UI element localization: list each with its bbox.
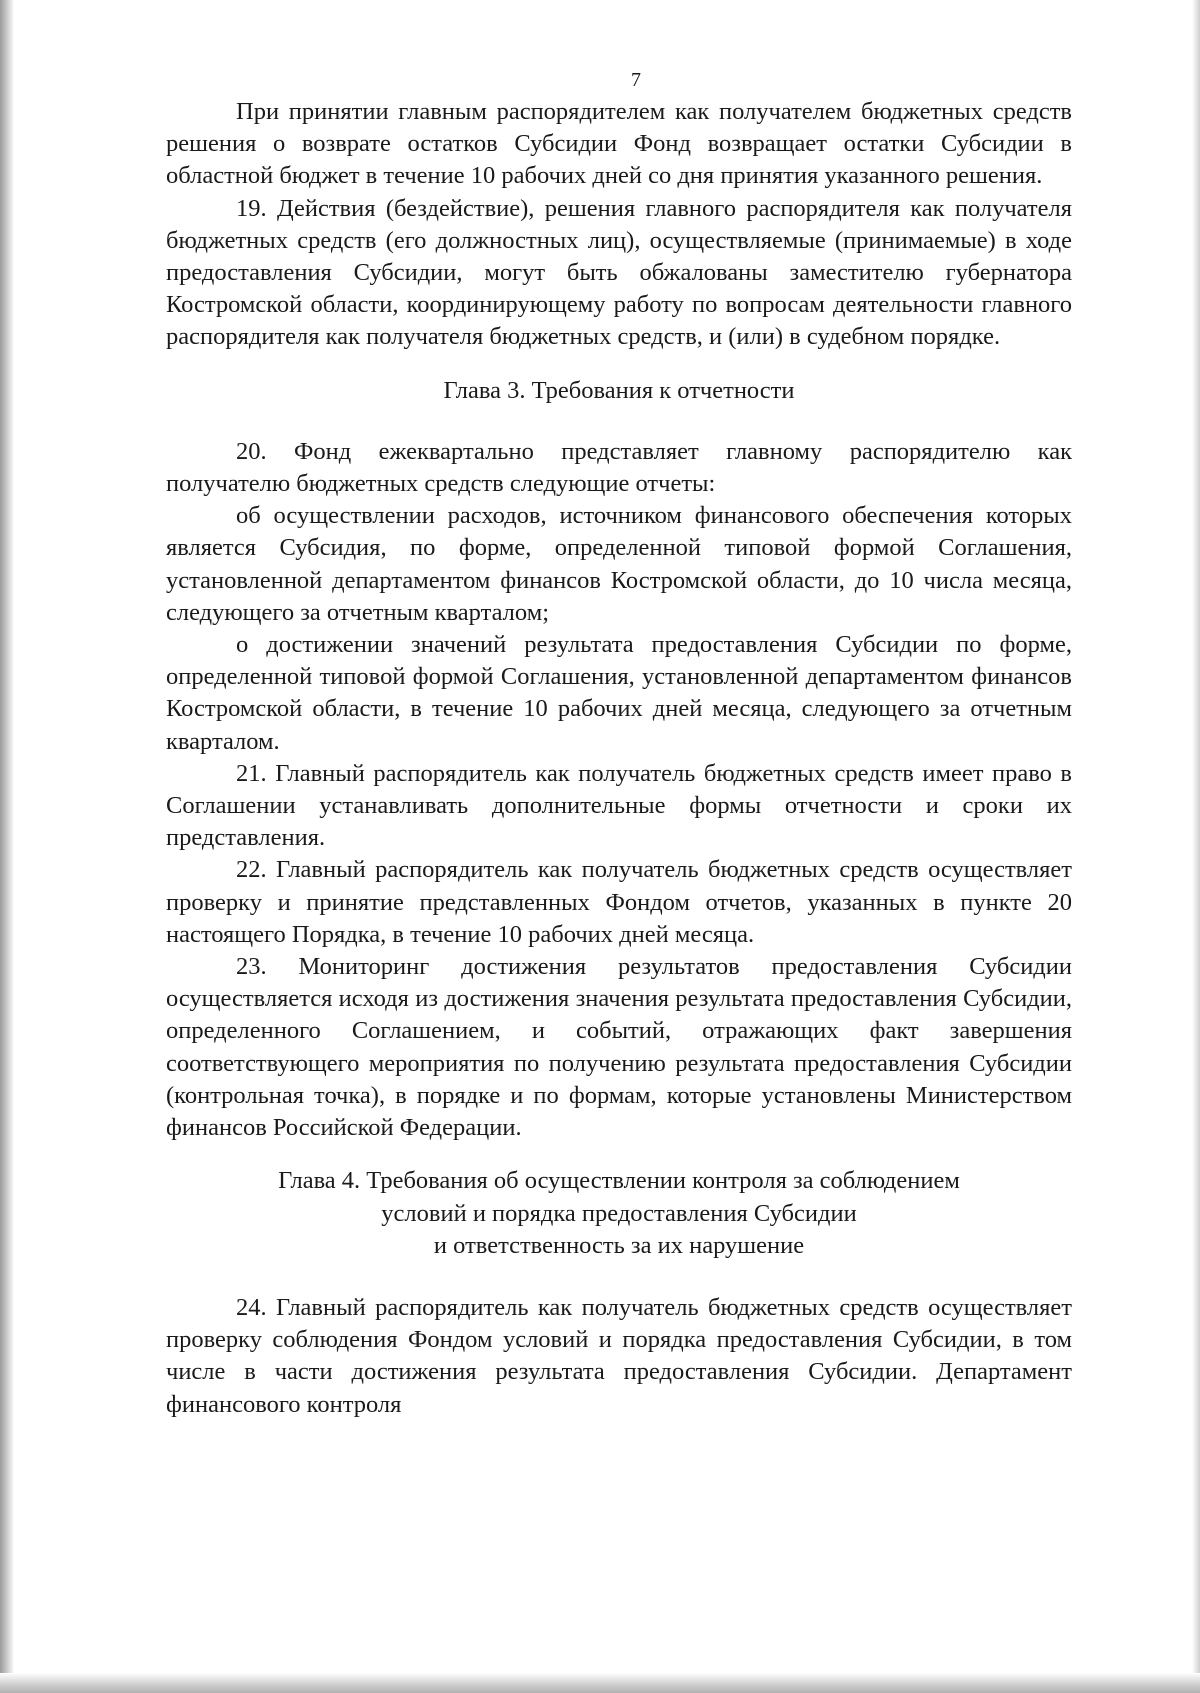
scan-shadow-bottom	[0, 1673, 1200, 1693]
chapter-4-heading-line-1: Глава 4. Требования об осуществлении контроля за соблюдением	[278, 1167, 960, 1195]
paragraph-intro: При принятии главным распорядителем как получателем бюджетных средств решения о возврате остатков Субсидии Фонд возвращает остатки Субсидии в областной бюджет в течение 10 рабочих дней со дня принятия указанного решения.	[166, 98, 1072, 190]
paragraph-20-expenses: об осуществлении расходов, источником финансового обеспечения которых является Субсидия, по форме, определенной типовой формой Соглашения, установленной департаментом финансов Костромской области, до 10 числа месяца, следующего за отчетным кварталом;	[166, 502, 1072, 626]
paragraph-24: 24. Главный распорядитель как получатель бюджетных средств осуществляет проверку соблюдения Фондом условий и порядка предоставления Субсидии, в том числе в части достижения результата предоставления Субсидии. Департамент финансового контроля	[166, 1293, 1072, 1418]
paragraph-20-results: о достижении значений результата предоставления Субсидии по форме, определенной типовой формой Соглашения, установленной департаментом финансов Костромской области, в течение 10 рабочих дней месяца, следующего за отчетным кварталом.	[166, 631, 1072, 755]
paragraph-22: 22. Главный распорядитель как получатель бюджетных средств осуществляет проверку и принятие представленных Фондом отчетов, указанных в пункте 20 настоящего Порядка, в течение 10 рабочих дней месяца.	[166, 856, 1072, 948]
paragraph-23: 23. Мониторинг достижения результатов предоставления Субсидии осуществляется исходя из достижения значения результата предоставления Субсидии, определенного Соглашением, и событий, отражающих факт завершения соответствующего мероприятия по получению результата предоставления Субсидии (контрольная точка), в порядке и по формам, которые установлены Министерством финансов Российской Федерации.	[166, 953, 1072, 1142]
paragraph-20: 20. Фонд ежеквартально представляет главному распорядителю как получателю бюджетных средств следующие отчеты:	[166, 437, 1072, 498]
paragraph-21: 21. Главный распорядитель как получатель бюджетных средств имеет право в Соглашении устанавливать дополнительные формы отчетности и сроки их представления.	[166, 759, 1072, 852]
scan-shadow-right	[1192, 0, 1200, 1693]
chapter-4-heading	[166, 1165, 1072, 1262]
paragraph-19: 19. Действия (бездействие), решения главного распорядителя как получателя бюджетных средств (его должностных лиц), осуществляемые (принимаемые) в ходе предоставления Субсидии, могут быть обжалованы заместителю губернатора Костромской области, координирующему работу по вопросам деятельности главного распорядителя как получателя бюджетных средств, и (или) в судебном порядке.	[166, 194, 1072, 351]
chapter-4-heading-line-2: условий и порядка предоставления Субсидии	[381, 1199, 857, 1227]
chapter-3-heading: Глава 3. Требования к отчетности	[443, 376, 795, 404]
page-number: 7	[631, 69, 641, 91]
document-page	[166, 64, 1072, 1421]
chapter-4-heading-line-3: и ответственность за их нарушение	[433, 1231, 805, 1259]
scan-shadow-left	[0, 0, 14, 1693]
